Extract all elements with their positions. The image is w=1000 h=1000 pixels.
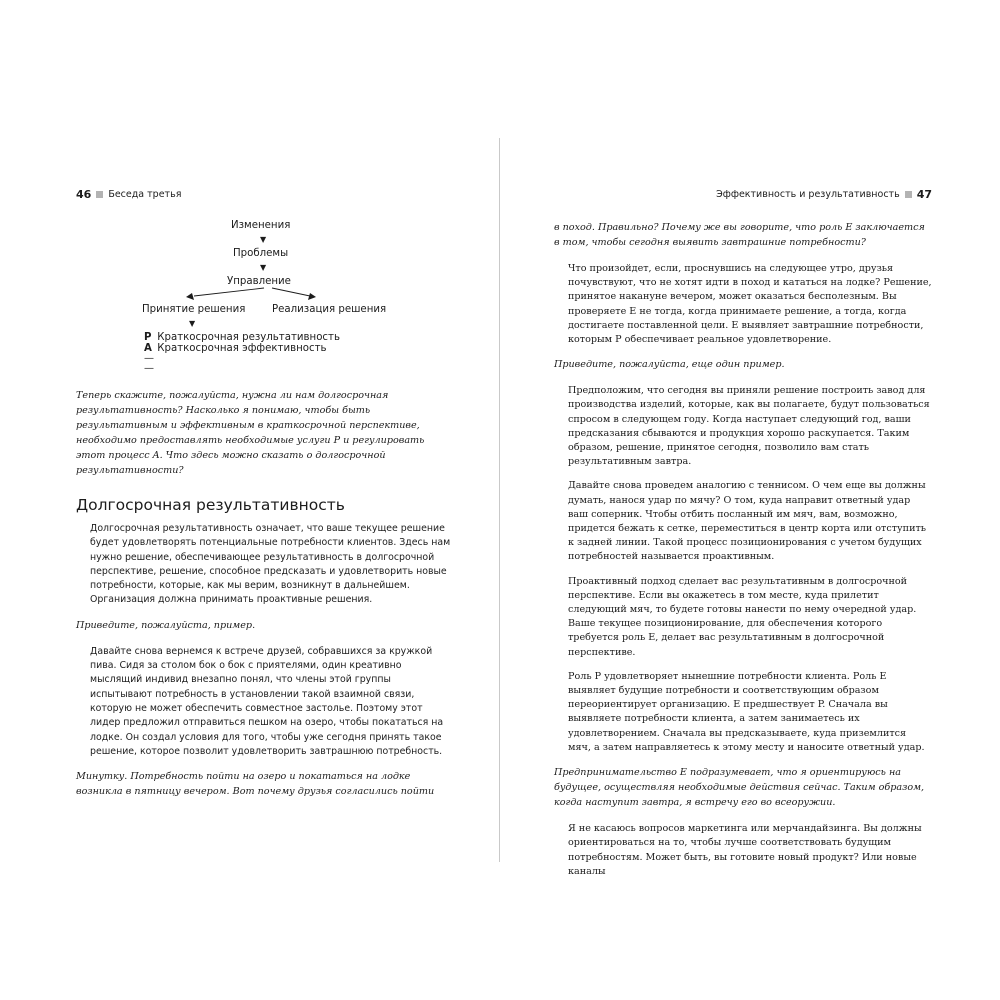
- question-text: Минутку. Потребность пойти на озеро и покататься на лодке возникла в пятницу вечером. Вот почему друзья согласились пойти: [76, 771, 435, 798]
- diagram-node-decision-implementation: Реализация решения: [272, 304, 387, 315]
- letter-row-a: [144, 343, 340, 354]
- right-running-header: [554, 186, 932, 202]
- diagram-node-management: Управление: [227, 276, 291, 287]
- letter-p: P: [144, 332, 152, 343]
- question-text: Предпринимательство E подразумевает, что я ориентируюсь на будущее, осуществляя необходимые действия сейчас. Таким образом, когда наступит завтра, я встречу его во всеоружии.: [554, 767, 925, 809]
- question-text: Приведите, пожалуйста, пример.: [76, 619, 256, 631]
- diagram-node-changes: Изменения: [231, 220, 291, 231]
- letter-row-text: Краткосрочная эффективность: [157, 343, 327, 354]
- body-paragraph: Роль P удовлетворяет нынешние потребности клиента. Роль E выявляет будущие потребности и соответствующим образом переориентирует организацию. E предшествует P. Сначала вы выявляете потребности клиента, а затем занимаетесь их удовлетворением. Сначала вы предсказываете, куда приземлится мяч, а затем направляетесь к этому месту и наносите ответный удар.: [568, 670, 925, 753]
- body-paragraph: Что произойдет, если, проснувшись на следующее утро, друзья почувствуют, что не хотят идти в поход и кататься на лодке? Решение, принятое накануне вечером, может оказаться бесполезным. Вы проверяете E не тогда, когда принимаете решение, а тогда, когда достигаете поставленной цели. E выявляет завтрашние потребности, которым P обеспечивает реальное удовлетворение.: [568, 263, 932, 346]
- left-running-title: Беседа третья: [108, 188, 182, 200]
- management-diagram: [76, 220, 454, 380]
- right-running-title: Эффективность и результативность: [716, 188, 900, 200]
- right-page-number: 47: [916, 187, 932, 201]
- diagram-branch-arrows: [76, 220, 454, 330]
- left-page-number: 46: [76, 187, 92, 201]
- header-square-icon: [96, 191, 103, 198]
- body-paragraph: Предположим, что сегодня вы приняли решение построить завод для производства изделий, которые, как вы полагаете, будут пользоваться спросом в следующем году. Когда наступает следующий год, ваши предсказания сбываются и продукция хорошо раскупается. Таким образом, решение, принятое сегодня, позволило вам стать результативным завтра.: [568, 385, 930, 468]
- left-body: [76, 220, 454, 811]
- dash-line: —: [144, 353, 154, 364]
- header-square-icon: [905, 191, 912, 198]
- letter-list: [144, 332, 340, 374]
- arrow-down-icon: ▼: [260, 235, 267, 244]
- letter-row-p: [144, 332, 340, 343]
- diagram-node-problems: Проблемы: [233, 248, 289, 259]
- body-paragraph: Долгосрочная результативность означает, что ваше текущее решение будет удовлетворять потенциальные потребности клиентов. Здесь нам нужно решение, обеспечивающее результативность в долгосрочной перспективе, решение, способное предсказать и удовлетворить новые потребности, которые, как мы верим, возникнут в дальнейшем. Организация должна принимать проактивные решения.: [90, 523, 451, 606]
- body-paragraph: Проактивный подход сделает вас результативным в долгосрочной перспективе. Если вы окажетесь в том месте, куда прилетит следующий мяч, то будете готовы нанести по нему очередной удар. Ваше текущее позиционирование, для обеспечения которого требуется роль E, делает вас результативным в долгосрочной перспективе.: [568, 575, 917, 658]
- letter-a: A: [144, 343, 152, 354]
- right-body: [554, 220, 932, 889]
- left-running-header: [76, 186, 454, 202]
- arrow-down-icon: ▼: [189, 319, 196, 328]
- question-text: Приведите, пожалуйста, еще один пример.: [554, 359, 785, 371]
- question-text: Теперь скажите, пожалуйста, нужна ли нам долгосрочная результативность? Насколько я понимаю, чтобы быть результативным и эффективным в краткосрочной перспективе, необходимо предоставлять необходимые услуги P и регулировать этот процесс A. Что здесь можно сказать о долгосрочной результативности?: [76, 390, 425, 476]
- arrow-down-icon: ▼: [260, 263, 267, 272]
- body-paragraph: Давайте снова проведем аналогию с теннисом. О чем еще вы должны думать, нанося удар по мячу? О том, куда направит ответный удар ваш соперник. Чтобы отбить посланный им мяч, вам, возможно, придется бежать к сетке, переместиться в центр корта или отступить к задней линии. Такой процесс позиционирования с учетом будущих потребностей называется проактивным.: [568, 480, 927, 563]
- dash-line: —: [144, 363, 154, 374]
- question-text: в поход. Правильно? Почему же вы говорите, что роль E заключается в том, чтобы сегодня выявить завтрашние потребности?: [554, 222, 925, 248]
- diagram-node-decision-making: Принятие решения: [142, 304, 246, 315]
- section-heading: Долгосрочная результативность: [76, 496, 345, 514]
- page-gutter-divider: [499, 138, 500, 862]
- letter-row-text: Краткосрочная результативность: [157, 332, 340, 343]
- body-paragraph: Я не касаюсь вопросов маркетинга или мерчандайзинга. Вы должны ориентироваться на то, чтобы лучше соответствовать будущим потребностям. Может быть, вы готовите новый продукт? Или новые каналы: [568, 823, 922, 877]
- body-paragraph: Давайте снова вернемся к встрече друзей, собравшихся за кружкой пива. Сидя за столом бок о бок с приятелями, один креативно мыслящий индивид внезапно понял, что члены этой группы испытывают потребность в установлении такой взаимной связи, которую не может обеспечить совместное застолье. Поэтому этот лидер предложил отправиться пешком на озеро, чтобы покататься на лодке. Он создал условия для того, чтобы уже сегодня принять такое решение, которое позволит удовлетворить завтрашнюю потребность.: [90, 645, 444, 757]
